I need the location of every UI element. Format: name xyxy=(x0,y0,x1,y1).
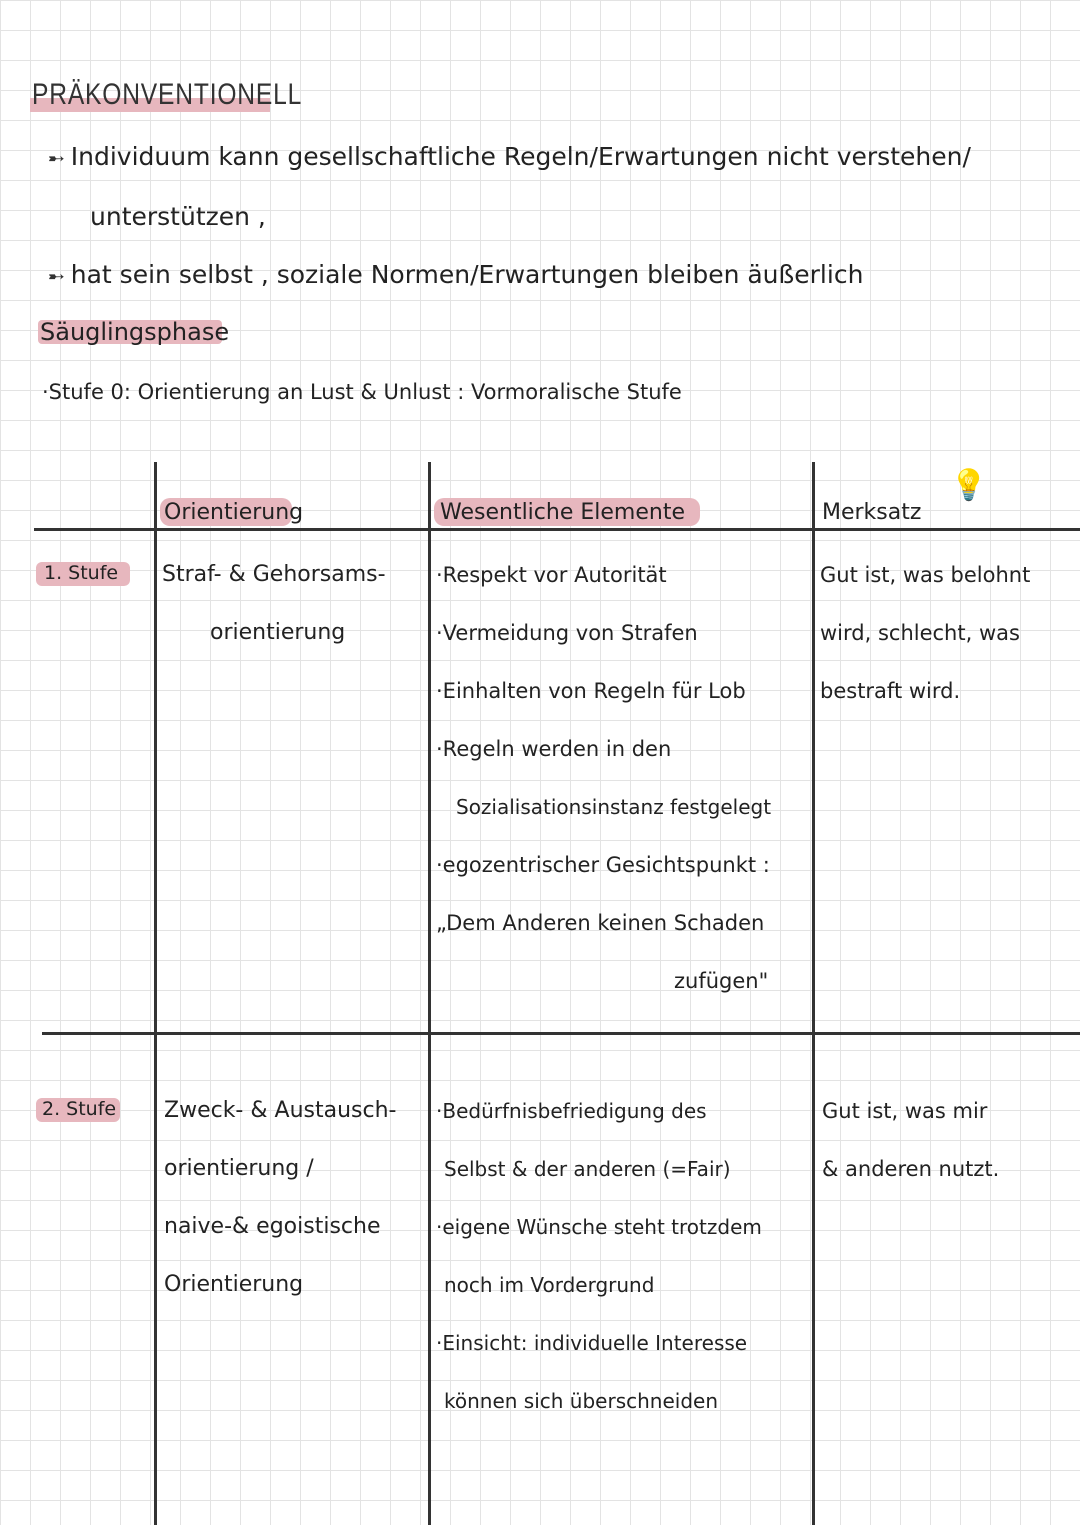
table-divider-1 xyxy=(154,462,157,1525)
row-1-elements xyxy=(436,546,771,1010)
lightbulb-icon: 💡 xyxy=(950,468,988,503)
list-item: Sozialisationsinstanz festgelegt xyxy=(456,795,772,819)
row-2-orientation-line: naive-& egoistische xyxy=(164,1214,381,1239)
intro-line-3: ➸ hat sein selbst , soziale Normen/Erwartungen bleiben äußerlich xyxy=(48,260,864,289)
table-divider-2 xyxy=(428,462,431,1525)
intro-line-2: unterstützen , xyxy=(90,202,266,231)
row-1-orientation-line: Straf- & Gehorsams- xyxy=(162,562,386,587)
merksatz-line: Gut ist, was mir xyxy=(822,1099,988,1123)
row-2-orientation-line: Zweck- & Austausch- xyxy=(164,1098,397,1123)
list-item: ·eigene Wünsche steht trotzdem xyxy=(436,1215,762,1239)
list-item: ·Respekt vor Autorität xyxy=(436,563,667,587)
merksatz-line: Gut ist, was belohnt xyxy=(820,563,1031,587)
merksatz-line: bestraft wird. xyxy=(820,679,961,703)
table-divider-3 xyxy=(812,462,815,1525)
stufe-0-line: ·Stufe 0: Orientierung an Lust & Unlust : Vormoralische Stufe xyxy=(42,380,682,404)
list-item: ·Einhalten von Regeln für Lob xyxy=(436,679,746,703)
row-2-merksatz xyxy=(822,1082,999,1198)
header-elements: Wesentliche Elemente xyxy=(440,500,685,525)
row-1-label: 1. Stufe xyxy=(44,562,119,584)
row-1-merksatz xyxy=(820,546,1030,720)
page-title: PRÄKONVENTIONELL xyxy=(32,78,303,111)
list-item: können sich überschneiden xyxy=(444,1389,719,1413)
intro-line-1: ➸ Individuum kann gesellschaftliche Regeln/Erwartungen nicht verstehen/ xyxy=(48,142,971,171)
row-2-elements xyxy=(436,1082,762,1430)
arrow-icon: ➸ xyxy=(48,264,65,288)
header-orientation: Orientierung xyxy=(164,500,304,525)
row-1-orientation xyxy=(162,546,386,662)
list-item: „Dem Anderen keinen Schaden xyxy=(436,911,765,935)
list-item: zufügen" xyxy=(674,969,769,993)
header-merksatz: Merksatz xyxy=(822,500,922,525)
row-2-orientation xyxy=(164,1082,396,1314)
list-item: Selbst & der anderen (=Fair) xyxy=(444,1157,731,1181)
list-item: ·egozentrischer Gesichtspunkt : xyxy=(436,853,770,877)
table-row-rule xyxy=(42,1032,1080,1035)
list-item: ·Regeln werden in den xyxy=(436,737,672,761)
list-item: ·Einsicht: individuelle Interesse xyxy=(436,1331,748,1355)
table-header-rule xyxy=(34,528,1080,531)
row-1-orientation-line: orientierung xyxy=(210,620,346,645)
merksatz-line: wird, schlecht, was xyxy=(820,621,1020,645)
merksatz-line: & anderen nutzt. xyxy=(822,1157,1000,1181)
row-2-orientation-line: Orientierung xyxy=(164,1272,304,1297)
list-item: ·Vermeidung von Strafen xyxy=(436,621,698,645)
row-2-label: 2. Stufe xyxy=(42,1098,117,1120)
phase-label: Säuglingsphase xyxy=(40,318,230,346)
arrow-icon: ➸ xyxy=(48,146,65,170)
list-item: noch im Vordergrund xyxy=(444,1273,655,1297)
list-item: ·Bedürfnisbefriedigung des xyxy=(436,1099,707,1123)
row-2-orientation-line: orientierung / xyxy=(164,1156,314,1181)
